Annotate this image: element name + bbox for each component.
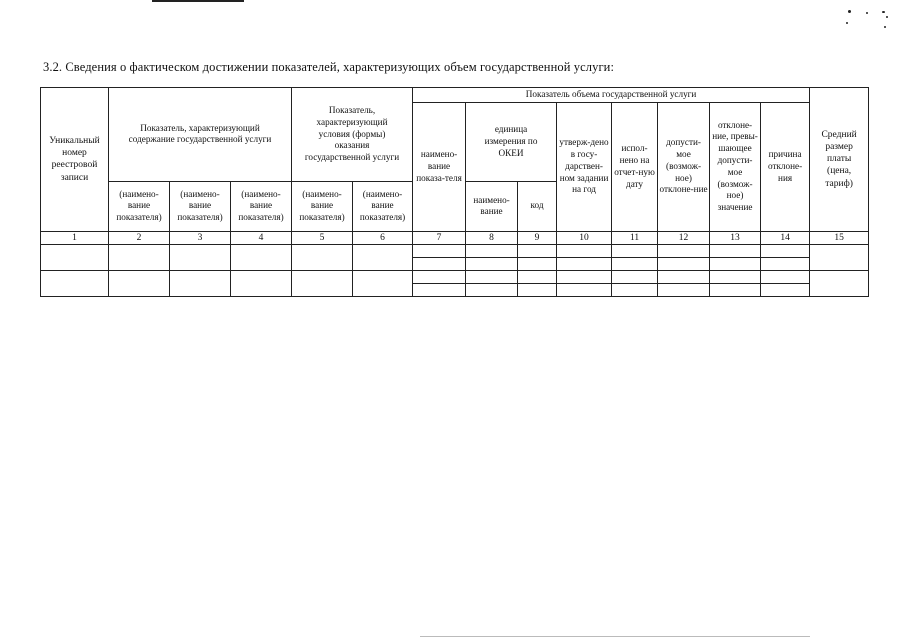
column-number: 11	[612, 231, 658, 244]
table-cell	[353, 244, 413, 270]
volume-indicators-table	[40, 87, 869, 297]
table-cell	[413, 244, 466, 257]
column-number: 3	[170, 231, 231, 244]
table-cell	[466, 283, 518, 296]
column-number: 1	[41, 231, 109, 244]
table-cell	[41, 244, 109, 270]
table-cell	[658, 257, 710, 270]
table-cell	[518, 244, 557, 257]
column-number-row	[41, 231, 869, 244]
column-number: 7	[413, 231, 466, 244]
header-content-indicator: Показатель, характеризующий содержание государственной услуги	[109, 88, 292, 182]
header-conditions-indicator: Показатель, характеризующий условия (формы) оказания государственной услуги	[292, 88, 413, 182]
table-cell	[710, 283, 761, 296]
table-cell	[810, 270, 869, 296]
table-cell	[557, 257, 612, 270]
header-deviation-reason: причина отклоне-ния	[761, 102, 810, 231]
header-volume-indicator: Показатель объема государственной услуги	[413, 88, 810, 103]
header-allowed-deviation: допусти-мое (возмож-ное) отклоне-ние	[658, 102, 710, 231]
column-number: 2	[109, 231, 170, 244]
header-unique-number: Уникальный номер реестровой записи	[41, 88, 109, 232]
scan-speck	[884, 26, 886, 28]
table-cell	[292, 244, 353, 270]
table-cell	[710, 257, 761, 270]
section-title: 3.2. Сведения о фактическом достижении показателей, характеризующих объем государственной услуги:	[43, 60, 615, 74]
scan-speck	[866, 12, 868, 14]
table-cell	[518, 283, 557, 296]
column-number: 6	[353, 231, 413, 244]
table-cell	[413, 283, 466, 296]
table-cell	[466, 244, 518, 257]
table-cell	[710, 270, 761, 283]
table-row	[41, 244, 869, 257]
scan-artifact-line	[420, 636, 810, 637]
header-indicator-name-paren: (наимено-вание показателя)	[292, 181, 353, 231]
header-indicator-name-paren: (наимено-вание показателя)	[170, 181, 231, 231]
scan-artifact-line	[152, 0, 244, 2]
table-cell	[466, 257, 518, 270]
table-cell	[761, 244, 810, 257]
column-number: 9	[518, 231, 557, 244]
table-cell	[231, 244, 292, 270]
table-cell	[612, 244, 658, 257]
header-unit-name: наимено-вание	[466, 181, 518, 231]
table-cell	[557, 270, 612, 283]
table-cell	[413, 257, 466, 270]
header-unit-okei: единица измерения по ОКЕИ	[466, 102, 557, 181]
scan-speck	[886, 16, 888, 18]
header-indicator-name-paren: (наимено-вание показателя)	[109, 181, 170, 231]
column-number: 15	[810, 231, 869, 244]
column-number: 4	[231, 231, 292, 244]
table-cell	[353, 270, 413, 296]
table-cell	[466, 270, 518, 283]
table-cell	[518, 270, 557, 283]
column-number: 8	[466, 231, 518, 244]
column-number: 12	[658, 231, 710, 244]
table-cell	[612, 283, 658, 296]
table-cell	[612, 270, 658, 283]
table-cell	[557, 244, 612, 257]
header-average-fee: Средний размер платы (цена, тариф)	[810, 88, 869, 232]
scan-speck	[882, 11, 885, 13]
table-cell	[761, 283, 810, 296]
table-cell	[658, 283, 710, 296]
header-executed: испол-нено на отчет-ную дату	[612, 102, 658, 231]
header-indicator-name: наимено-вание показа-теля	[413, 102, 466, 231]
table-cell	[170, 270, 231, 296]
header-approved: утверж-дено в госу-дарствен-ном задании на год	[557, 102, 612, 231]
scan-speck	[846, 22, 848, 24]
table-cell	[41, 270, 109, 296]
table-cell	[231, 270, 292, 296]
table-cell	[710, 244, 761, 257]
header-unit-code: код	[518, 181, 557, 231]
table-cell	[761, 270, 810, 283]
table-cell	[413, 270, 466, 283]
table-cell	[518, 257, 557, 270]
column-number: 14	[761, 231, 810, 244]
table-cell	[109, 244, 170, 270]
table-cell	[761, 257, 810, 270]
column-number: 5	[292, 231, 353, 244]
table-cell	[109, 270, 170, 296]
column-number: 13	[710, 231, 761, 244]
table-cell	[658, 244, 710, 257]
table-cell	[810, 244, 869, 270]
table-cell	[292, 270, 353, 296]
table-cell	[557, 283, 612, 296]
scan-speck	[848, 10, 851, 13]
table-cell	[170, 244, 231, 270]
table-cell	[612, 257, 658, 270]
header-indicator-name-paren: (наимено-вание показателя)	[353, 181, 413, 231]
table-cell	[658, 270, 710, 283]
table-row	[41, 270, 869, 283]
header-indicator-name-paren: (наимено-вание показателя)	[231, 181, 292, 231]
header-exceeding-deviation: отклоне-ние, превы-шающее допусти-мое (возмож-ное) значение	[710, 102, 761, 231]
column-number: 10	[557, 231, 612, 244]
